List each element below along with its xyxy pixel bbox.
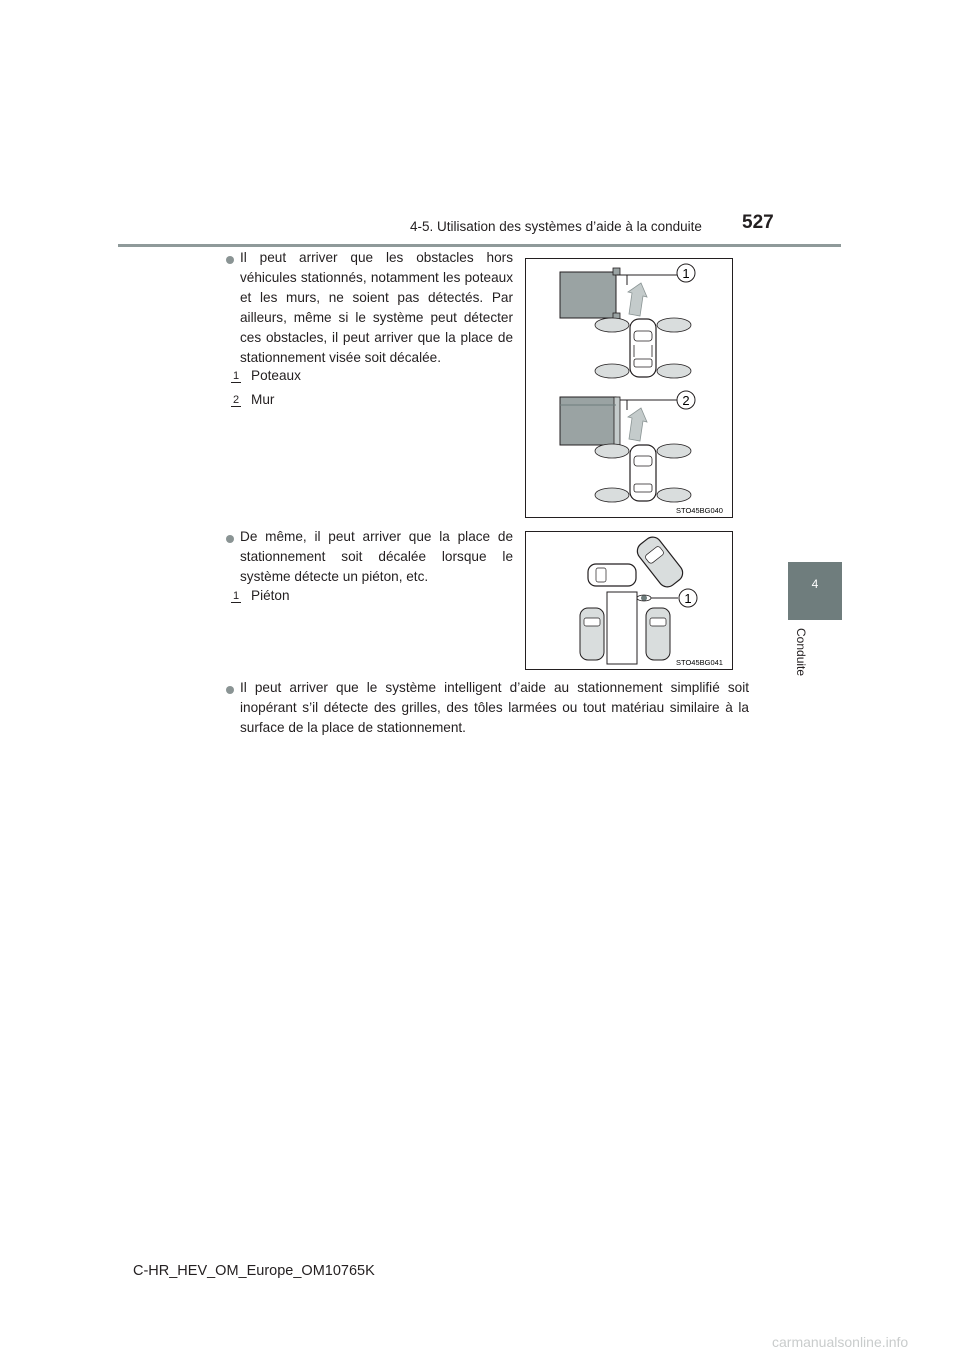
legend-item <box>231 368 301 383</box>
legend-number: 2 <box>232 394 240 406</box>
legend-label: Mur <box>251 392 275 407</box>
legend-item <box>231 588 290 603</box>
chapter-tab-number: 4 <box>811 577 819 591</box>
chapter-tab-label-box <box>796 628 810 708</box>
bullet-dot <box>226 256 234 264</box>
section-title: 4-5. Utilisation des systèmes d’aide à la conduite <box>410 219 702 234</box>
bullet-1-text: Il peut arriver que les obstacles hors véhicules stationnés, notamment les poteaux et les murs, ne soient pas détectés. Par ailleurs, même si le système peut détecter ces obstacles, il peut arriver que la place de stationnement visée soit décalée. <box>240 250 513 365</box>
page-number: 527 <box>742 212 774 233</box>
bullet-3-text: Il peut arriver que le système intelligent d’aide au stationnement simplifié soit inopérant s’il détecte des grilles, des tôles larmées ou tout matériau similaire à la surface de la place de stationnement. <box>240 680 749 735</box>
bullet-dot <box>226 686 234 694</box>
document-id: C-HR_HEV_OM_Europe_OM10765K <box>133 1263 375 1279</box>
legend-label: Piéton <box>251 588 290 603</box>
watermark: carmanualsonline.info <box>772 1334 909 1350</box>
header-rule <box>118 244 841 247</box>
chapter-tab-label: Conduite <box>794 628 808 677</box>
legend-number: 1 <box>232 590 240 602</box>
bullet-2-text: De même, il peut arriver que la place de stationnement soit décalée lorsque le système détecte un piéton, etc. <box>240 529 513 584</box>
bullet-dot <box>226 535 234 543</box>
figure-poles-walls <box>525 258 733 518</box>
chapter-tab <box>788 562 842 620</box>
figure-illustration <box>526 259 732 517</box>
legend-item <box>231 392 274 407</box>
figure-code: STO45BG040 <box>676 506 723 515</box>
figure-pedestrian <box>525 531 733 670</box>
figure-illustration <box>526 532 732 669</box>
figure-code: STO45BG041 <box>676 658 723 667</box>
legend-label: Poteaux <box>251 368 301 383</box>
callout-1: 1 <box>682 266 690 281</box>
legend-number: 1 <box>232 370 240 382</box>
callout-1: 1 <box>684 591 692 606</box>
callout-2: 2 <box>682 393 690 408</box>
